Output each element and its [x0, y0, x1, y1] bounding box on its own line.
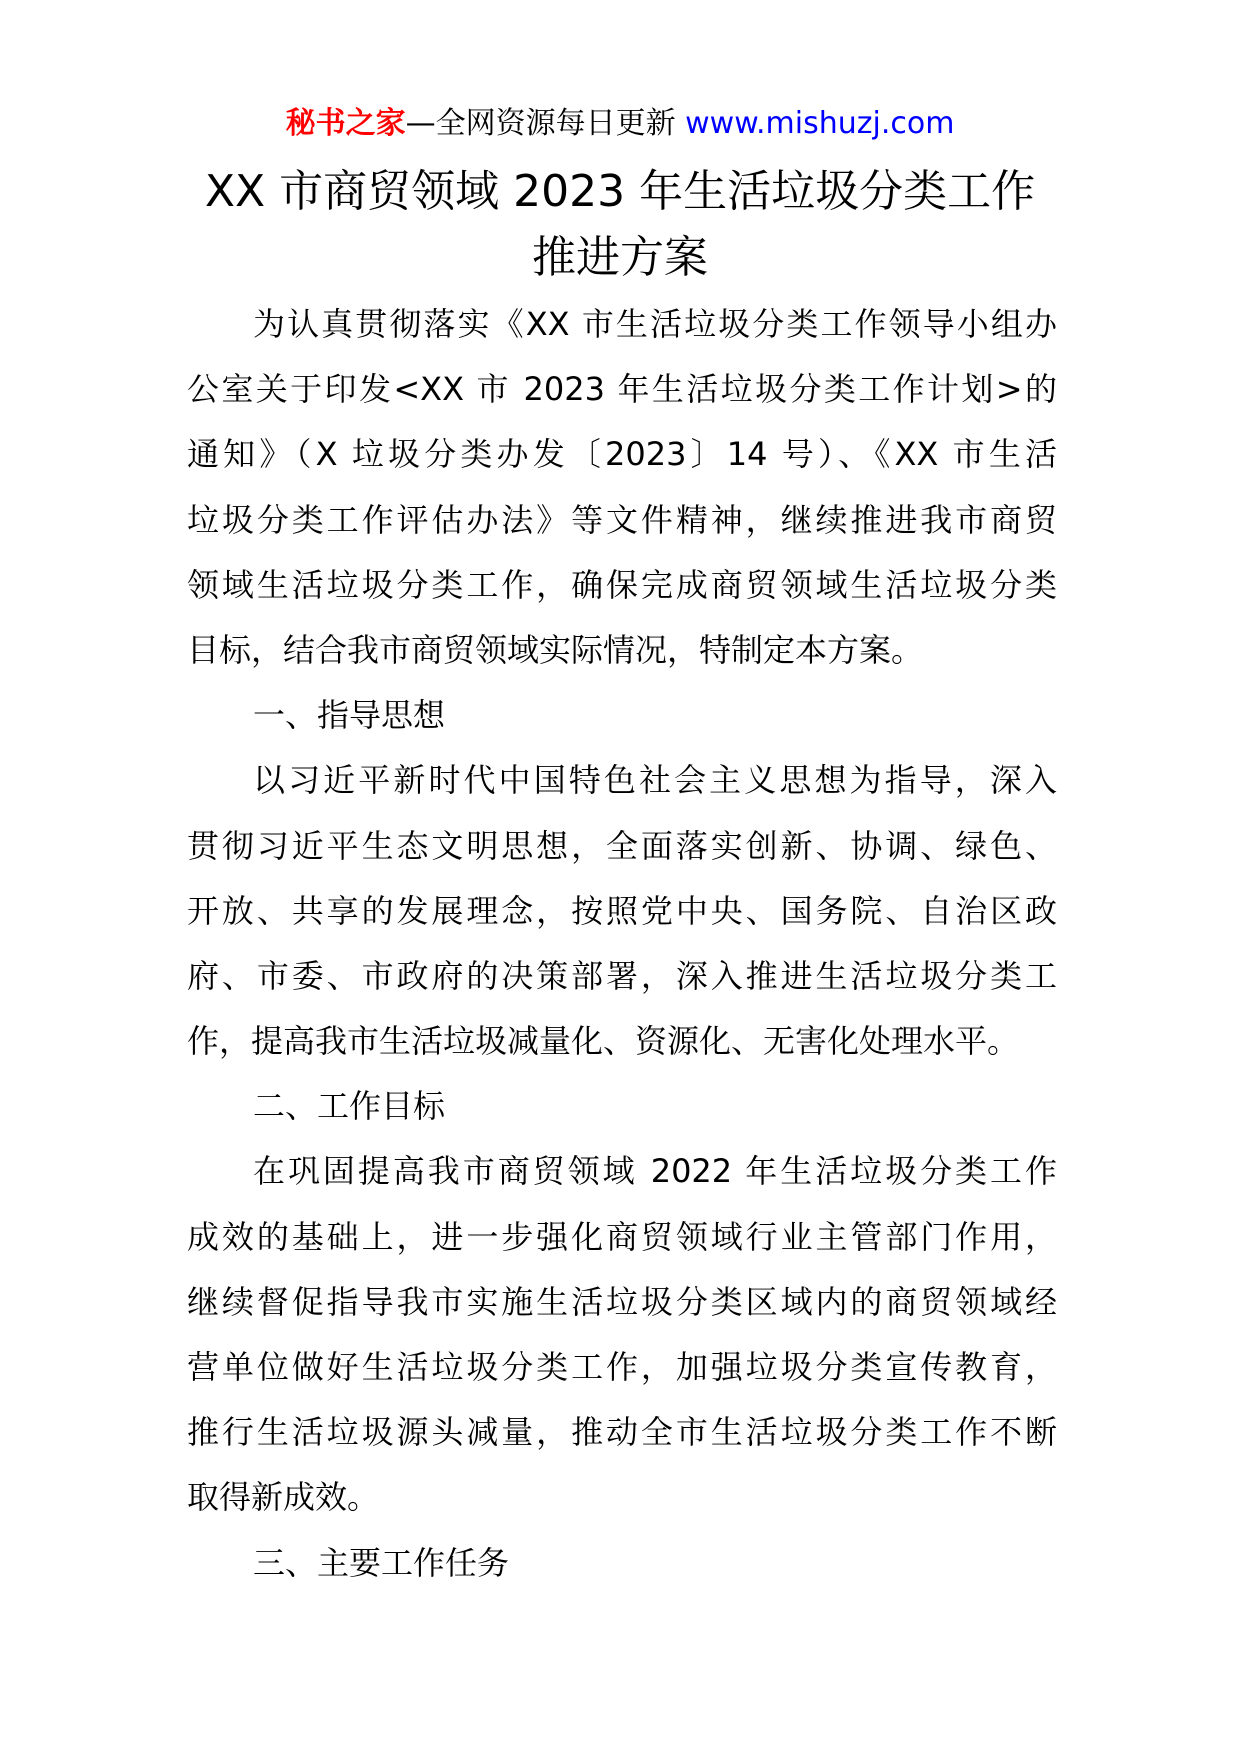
- document-title-line-2: 推进方案: [532, 232, 708, 283]
- paragraph-line: 营单位做好生活垃圾分类工作，加强垃圾分类宣传教育，: [187, 1348, 1057, 1386]
- document-title-line-1: XX 市商贸领域 2023 年生活垃圾分类工作: [204, 166, 1036, 217]
- paragraph-line: 通知》（X 垃圾分类办发〔2023〕14 号）、《XX 市生活: [187, 435, 1057, 474]
- paragraph-line: 目标，结合我市商贸领域实际情况，特制定本方案。: [187, 630, 924, 669]
- paragraph-line: 继续督促指导我市实施生活垃圾分类区域内的商贸领域经: [187, 1282, 1057, 1321]
- watermark-header: [0, 104, 1240, 144]
- paragraph-line: 公室关于印发<XX 市 2023 年生活垃圾分类工作计划>的: [187, 370, 1057, 409]
- paragraph-line: 贯彻习近平生态文明思想，全面落实创新、协调、绿色、: [187, 826, 1057, 865]
- paragraph-line: 以习近平新时代中国特色社会主义思想为指导，深入: [253, 761, 1057, 800]
- paragraph-line: 府、市委、市政府的决策部署，深入推进生活垃圾分类工: [187, 956, 1057, 995]
- paragraph-line: 领域生活垃圾分类工作，确保完成商贸领域生活垃圾分类: [187, 565, 1057, 604]
- watermark-url[interactable]: www.mishuzj.com: [685, 106, 955, 141]
- paragraph-line: 在巩固提高我市商贸领域 2022 年生活垃圾分类工作: [253, 1152, 1057, 1191]
- paragraph-line: 开放、共享的发展理念，按照党中央、国务院、自治区政: [187, 891, 1057, 930]
- watermark-tagline: —全网资源每日更新: [405, 106, 686, 141]
- section-heading: 三、主要工作任务: [253, 1543, 510, 1582]
- paragraph-line: 为认真贯彻落实《XX 市生活垃圾分类工作领导小组办: [253, 305, 1057, 343]
- paragraph-line: 取得新成效。: [187, 1478, 380, 1517]
- section-heading: 二、工作目标: [253, 1087, 446, 1126]
- paragraph-line: 成效的基础上，进一步强化商贸领域行业主管部门作用，: [187, 1217, 1057, 1256]
- paragraph-line: 推行生活垃圾源头减量，推动全市生活垃圾分类工作不断: [187, 1413, 1057, 1452]
- document-body: [187, 292, 1057, 1596]
- section-heading: 一、指导思想: [253, 696, 446, 735]
- paragraph-line: 垃圾分类工作评估办法》等文件精神，继续推进我市商贸: [187, 500, 1057, 539]
- watermark-brand: 秘书之家: [285, 106, 406, 141]
- paragraph-line: 作，提高我市生活垃圾减量化、资源化、无害化处理水平。: [187, 1022, 1020, 1061]
